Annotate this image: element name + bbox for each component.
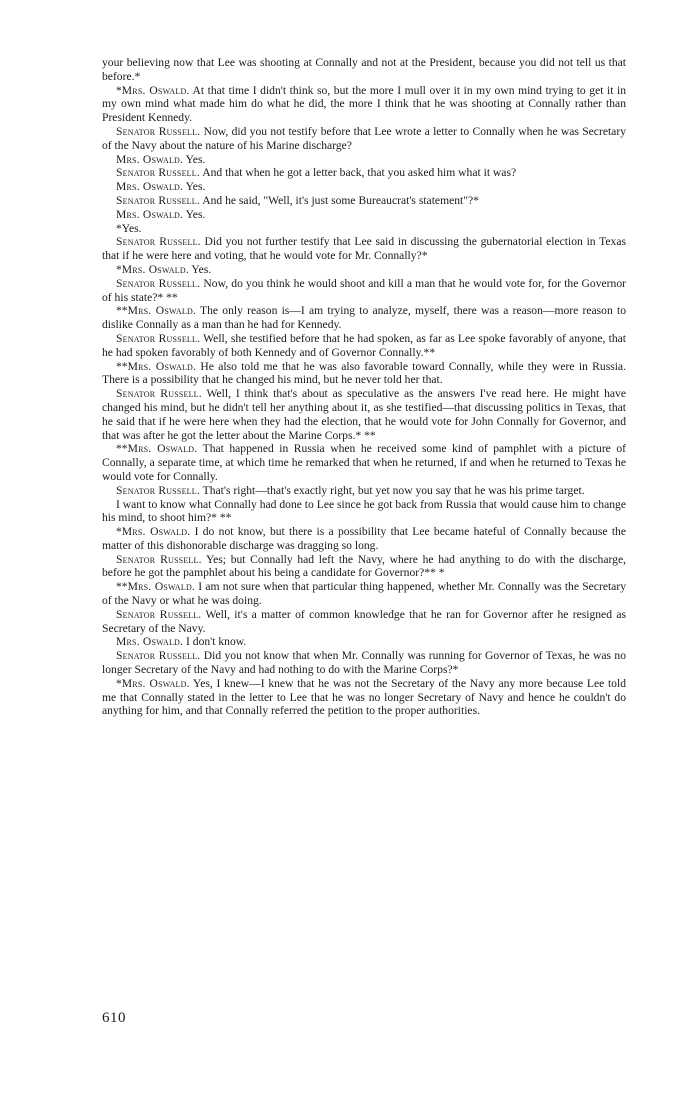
testimony-paragraph xyxy=(102,525,626,553)
spoken-text: That's right—that's exactly right, but yet now you say that he was his prime target. xyxy=(202,483,585,497)
spoken-text: Now, did you not testify before that Lee wrote a letter to Connally when he was Secretary of the Navy about the nature of his Marine discharge? xyxy=(102,124,626,152)
spoken-text: Did you not know that when Mr. Connally was running for Governor of Texas, he was no longer Secretary of the Navy and had nothing to do with the Marine Corps?* xyxy=(102,649,626,677)
speaker-name: Mrs. Oswald. xyxy=(121,262,189,276)
page-number: 610 xyxy=(102,1010,126,1026)
redaction-mark: * xyxy=(116,262,122,276)
testimony-paragraph xyxy=(102,498,626,526)
testimony-paragraph xyxy=(102,194,626,208)
speaker-name: Mrs. Oswald. xyxy=(127,580,196,594)
spoken-text: Did you not further testify that Lee said in discussing the gubernatorial election in Texas that if he were here and voting, that he would vote for Mr. Connally?* xyxy=(102,235,626,263)
speaker-name: Mrs. Oswald. xyxy=(121,525,191,539)
testimony-paragraph xyxy=(102,166,626,180)
speaker-name: Mrs. Oswald. xyxy=(116,207,184,221)
testimony-paragraph xyxy=(102,387,626,442)
spoken-text: Yes. xyxy=(185,207,206,221)
speaker-name: Senator Russell. xyxy=(116,331,201,345)
redaction-mark: * xyxy=(116,83,122,97)
speaker-name: Mrs. Oswald. xyxy=(127,442,198,456)
testimony-paragraph xyxy=(102,553,626,581)
spoken-text: That happened in Russia when he received some kind of pamphlet with a picture of Connally, a separate time, at which time he remarked that when he returned, if and when he returned to Texas he would vote for Connally. xyxy=(102,442,626,483)
speaker-name: Mrs. Oswald. xyxy=(127,304,197,318)
speaker-name: Senator Russell. xyxy=(116,483,200,497)
speaker-name: Mrs. Oswald. xyxy=(116,180,184,194)
testimony-paragraph xyxy=(102,608,626,636)
testimony-paragraph xyxy=(102,222,626,236)
testimony-paragraph xyxy=(102,649,626,677)
speaker-name: Mrs. Oswald. xyxy=(121,676,190,690)
spoken-text: Yes. xyxy=(185,180,206,194)
spoken-text: And that when he got a letter back, that you asked him what it was? xyxy=(202,166,517,180)
speaker-name: Mrs. Oswald. xyxy=(116,152,184,166)
speaker-name: Mrs. Oswald. xyxy=(121,83,190,97)
spoken-text: Now, do you think he would shoot and kill a man that he would vote for, for the Governor of his state?* ** xyxy=(102,276,626,304)
spoken-text: The only reason is—I am trying to analyze, myself, there was a reason—more reason to dislike Connally as a man than he had for Kennedy. xyxy=(102,304,626,332)
speaker-name: Mrs. Oswald. xyxy=(127,359,197,373)
testimony-paragraph xyxy=(102,263,626,277)
speaker-name: Senator Russell. xyxy=(116,387,202,401)
spoken-text: I am not sure when that particular thing happened, whether Mr. Connally was the Secretary of the Navy or what he was doing. xyxy=(102,580,626,608)
speaker-name: Senator Russell. xyxy=(116,276,201,290)
testimony-paragraph xyxy=(102,153,626,167)
testimony-paragraph xyxy=(102,56,626,84)
speaker-name: Senator Russell. xyxy=(116,235,201,249)
spoken-text: I don't know. xyxy=(186,635,247,649)
spoken-text: Well, she testified before that he had spoken, as far as Lee spoke favorably of anyone, that he had spoken favorably of both Kennedy and of Governor Connally.** xyxy=(102,331,626,359)
spoken-text: Yes. xyxy=(191,262,212,276)
testimony-paragraph xyxy=(102,208,626,222)
testimony-paragraph xyxy=(102,84,626,125)
redaction-mark: * xyxy=(116,676,122,690)
redaction-mark: ** xyxy=(116,359,128,373)
testimony-paragraph xyxy=(102,332,626,360)
testimony-paragraph xyxy=(102,277,626,305)
spoken-text: He also told me that he was also favorable toward Connally, while they were in Russia. There is a possibility that he changed his mind, but he never told her that. xyxy=(102,359,626,387)
spoken-text: At that time I didn't think so, but the more I mull over it in my own mind trying to get it in my own mind what made him do what he did, the more I think that he was shooting at Connally rather than President Kennedy. xyxy=(102,83,626,125)
spoken-text: Yes. xyxy=(185,152,206,166)
speaker-name: Mrs. Oswald. xyxy=(116,635,184,649)
testimony-paragraph xyxy=(102,235,626,263)
testimony-paragraph xyxy=(102,484,626,498)
testimony-paragraph xyxy=(102,580,626,608)
speaker-name: Senator Russell. xyxy=(116,124,201,138)
spoken-text: I want to know what Connally had done to Lee since he got back from Russia that would cause him to change his mind, to shoot him?* ** xyxy=(102,497,626,525)
speaker-name: Senator Russell. xyxy=(116,552,202,566)
speaker-name: Senator Russell. xyxy=(116,649,201,663)
redaction-mark: ** xyxy=(116,580,128,594)
speaker-name: Senator Russell. xyxy=(116,166,200,180)
testimony-paragraph xyxy=(102,677,626,718)
testimony-paragraph xyxy=(102,635,626,649)
spoken-text: Yes, I knew—I knew that he was not the Secretary of the Navy any more because Lee told me that Connally stated in the letter to Lee that he was no longer Secretary of Navy and hence he couldn't do anything for him, and that Connally referred the petition to the proper authorities. xyxy=(102,676,626,718)
testimony-text xyxy=(102,56,626,718)
spoken-text: *Yes. xyxy=(116,221,142,235)
redaction-mark: ** xyxy=(116,442,128,456)
spoken-text: I do not know, but there is a possibility that Lee became hateful of Connally because the matter of this dishonorable discharge was dragging so long. xyxy=(102,525,626,552)
speaker-name: Senator Russell. xyxy=(116,193,200,207)
testimony-paragraph xyxy=(102,304,626,332)
redaction-mark: ** xyxy=(116,304,128,318)
testimony-paragraph xyxy=(102,125,626,153)
testimony-paragraph xyxy=(102,442,626,483)
testimony-paragraph xyxy=(102,180,626,194)
spoken-text: Well, it's a matter of common knowledge that he ran for Governor after he resigned as Secretary of the Navy. xyxy=(102,607,626,635)
redaction-mark: * xyxy=(116,525,122,539)
speaker-name: Senator Russell. xyxy=(116,607,202,621)
spoken-text: your believing now that Lee was shooting at Connally and not at the President, because you did not tell us that before.* xyxy=(102,56,626,83)
testimony-paragraph xyxy=(102,360,626,388)
spoken-text: Yes; but Connally had left the Navy, where he had anything to do with the discharge, before he got the pamphlet about his being a candidate for Governor?** * xyxy=(102,552,626,580)
spoken-text: And he said, "Well, it's just some Bureaucrat's statement"?* xyxy=(202,193,479,207)
spoken-text: Well, I think that's about as speculative as the answers I've read here. He might have changed his mind, but he didn't tell her anything about it, as she testified—that discussing politics in Texas, that he said that if he were here when they had the election, that he would vote for John Connally for Governor, and that was after he got the letter about the Marine Corps.* ** xyxy=(102,387,626,442)
